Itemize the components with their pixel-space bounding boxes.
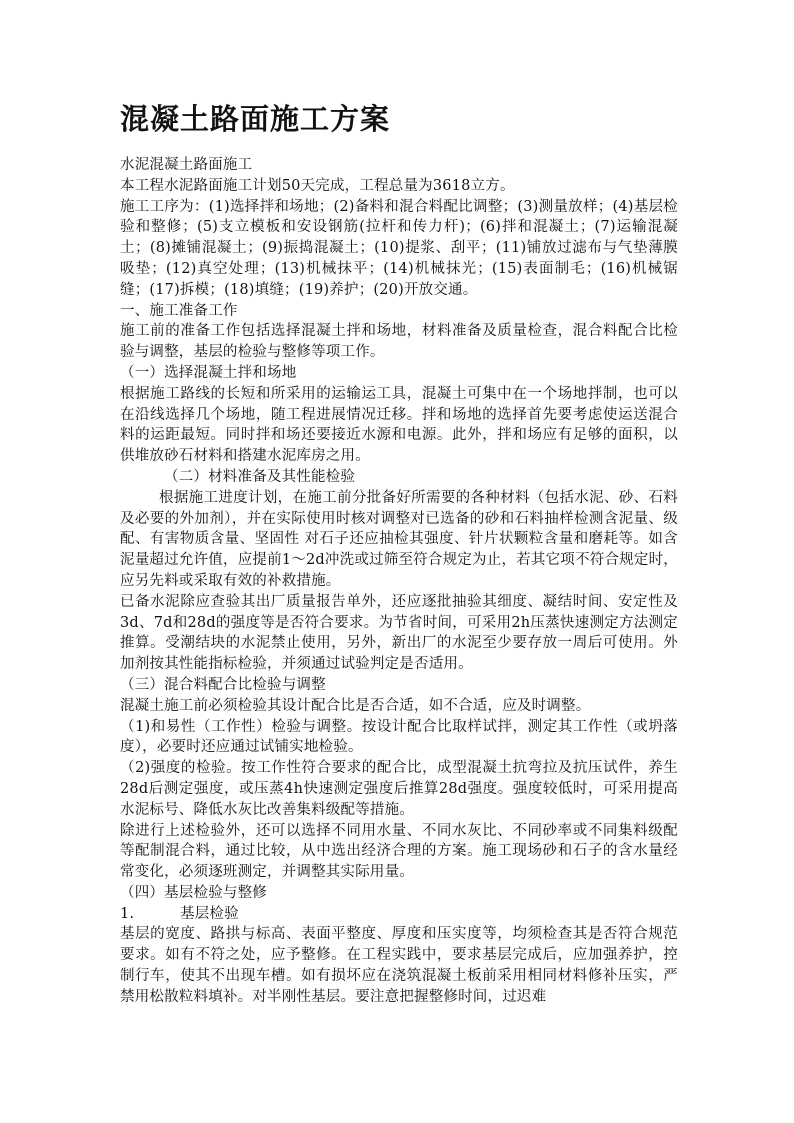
preparation-intro-paragraph: 施工前的准备工作包括选择混凝土拌和场地，材料准备及质量检查，混合料配合比检验与调整，基层的检验与整修等项工作。 — [120, 323, 678, 361]
document-body — [120, 98, 678, 1008]
document-title: 混凝土路面施工方案 — [120, 102, 391, 136]
subsection-heading-materials: （二）材料准备及其性能检验 — [164, 468, 356, 485]
cement-check-paragraph: 已备水泥除应查验其出厂质量报告单外，还应逐批抽验其细度、凝结时间、安定性及3d、7d和28d的强度等是否符合要求。为节省时间，可采用2h压蒸快速测定方法测定推算。受潮结块的水泥禁止使用，另外，新出厂的水泥至少要存放一周后可使用。外加剂按其性能指标检验，并须通过试验判定是否适用。 — [120, 593, 678, 673]
numbered-heading-base-inspection — [120, 904, 678, 925]
subsection-heading-site-selection: （一）选择混凝土拌和场地 — [120, 364, 297, 381]
workability-paragraph: （1)和易性（工作性）检验与调整。按设计配合比取样试拌，测定其工作性（或坍落度），必要时还应通过试铺实地检验。 — [120, 718, 678, 756]
alternative-mix-paragraph: 除进行上述检验外，还可以选择不同用水量、不同水灰比、不同砂率或不同集料级配等配制混合料，通过比较，从中选出经济合理的方案。施工现场砂和石子的含水量经常变化，必须逐班测定，并调整其实际用量。 — [120, 822, 678, 881]
strength-paragraph: （2)强度的检验。按工作性符合要求的配合比，成型混凝土抗弯拉及抗压试件，养生28d后测定强度，或压蒸4h快速测定强度后推算28d强度。强度较低时，可采用提高水泥标号、降低水灰比改善集料级配等措施。 — [120, 760, 678, 818]
subsection-heading-mix-ratio: （三）混合料配合比检验与调整 — [120, 676, 326, 693]
procedure-list-paragraph: 施工工序为：(1)选择拌和场地；(2)备料和混合料配比调整；(3)测量放样；(4)基层检验和整修；(5)支立模板和安设钢筋(拉杆和传力杆)；(6)拌和混凝土；(7)运输混凝土；(8)摊铺混凝土；(9)振捣混凝土；(10)提浆、刮平；(11)铺放过滤布与气垫薄膜吸垫；(12)真空处理；(13)机械抹平；(14)机械抹光；(15)表面制毛；(16)机械锯缝；(17)拆模；(18)填缝；(19)养护；(20)开放交通。 — [120, 198, 678, 298]
subsection-heading-base: （四）基层检验与整修 — [120, 884, 267, 901]
materials-paragraph: 根据施工进度计划，在施工前分批备好所需要的各种材料（包括水泥、砂、石料及必要的外加剂），并在实际使用时核对调整对已选备的砂和石料抽样检测含泥量、级配、有害物质含量、坚固性 对石子还应抽检其强度、针片状颗粒含量和磨耗等。如含泥量超过允许值，应提前1～2d冲洗或过筛至符合规定为止，若其它项不符合规定时，应另先料或采取有效的补救措施。 — [120, 489, 678, 589]
mix-ratio-intro-paragraph: 混凝土施工前必须检验其设计配合比是否合适，如不合适，应及时调整。 — [120, 697, 591, 714]
plan-summary-paragraph: 本工程水泥路面施工计划50天完成，工程总量为3618立方。 — [120, 177, 515, 194]
heading-text: 基层检验 — [180, 905, 239, 922]
base-inspection-paragraph: 基层的宽度、路拱与标高、表面平整度、厚度和压实度等，均须检查其是否符合规范要求。如有不符之处，应予整修。在工程实践中，要求基层完成后，应加强养护，控制行车，使其不出现车槽。如有损坏应在浇筑混凝土板前采用相同材料修补压实，严禁用松散粒料填补。对半刚性基层。要注意把握整修时间，过迟难 — [120, 926, 678, 1005]
subtitle-paragraph: 水泥混凝土路面施工 — [120, 157, 253, 173]
site-selection-paragraph: 根据施工路线的长短和所采用的运输运工具，混凝土可集中在一个场地拌制，也可以在沿线选择几个场地，随工程进展情况迁移。拌和场地的选择首先要考虑使运送混合料的运距最短。同时拌和场还要接近水源和电源。此外，拌和场应有足够的面积，以供堆放砂石材料和搭建水泥库房之用。 — [120, 385, 678, 465]
section-heading-preparation: 一、施工准备工作 — [120, 302, 238, 319]
document-text — [120, 155, 678, 1008]
heading-number: 1. — [120, 905, 135, 922]
